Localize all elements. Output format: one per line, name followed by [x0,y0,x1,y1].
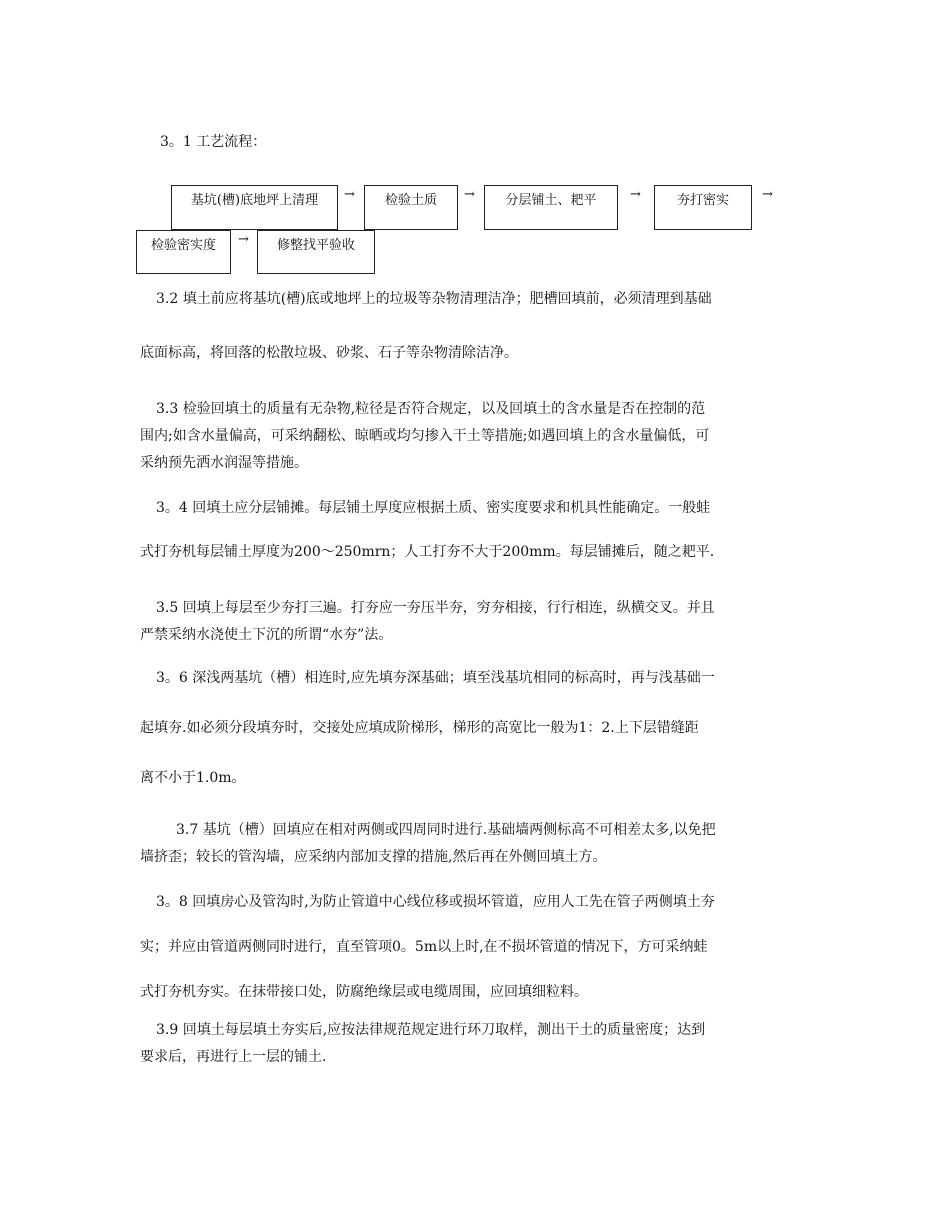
flow-step-inspect-soil: 检验土质 [364,185,458,230]
paragraph-3-9: 3.9 回填土每层填土夯实后,应按法律规范规定进行环刀取样，测出干土的质量密度；达到 要求后，再进行上一层的铺土. [140,1022,706,1065]
flow-arrow: → [630,187,641,202]
flow-arrow: → [762,187,773,202]
flow-arrow: → [344,187,355,202]
flow-arrow: → [238,232,249,247]
flow-step-layer-spread: 分层铺土、耙平 [484,185,618,230]
flow-step-compact: 夯打密实 [654,185,752,230]
flow-step-clean-pit: 基坑(槽)底地坪上清理 [171,185,338,230]
flow-step-density-test: 检验密实度 [136,230,231,274]
paragraph-3-7: 3.7 基坑（槽）回填应在相对两侧或四周同时进行.基础墙两侧标高不可相差太多,以免把 墙挤歪；较长的管沟墙，应采纳内部加支撑的措施,然后再在外侧回填土方。 [140,822,716,865]
section-heading: 3。1 工艺流程： [160,134,267,150]
flow-arrow: → [464,187,475,202]
paragraph-3-3: 3.3 检验回填土的质量有无杂物,粒径是否符合规定，以及回填土的含水量是否在控制的范 围内;如含水量偏高，可采纳翻松、晾晒或均匀掺入干土等措施;如遇回填上的含水量偏低，可 采纳预先洒水润湿等措施。 [140,401,710,471]
document-page: 3。1 工艺流程： 基坑(槽)底地坪上清理 → 检验土质 → 分层铺土、耙平 → 夯打密实 → 检验密实度 → 修整找平验收 3.2 填土前应将基坑(槽)底或地坪上的垃圾等杂物清理洁净；肥槽回填前，必须清理到基础 底面标高，将回落的松散垃圾、砂浆、石子等杂物清除洁净。 3.3 检验回填土的质量有无杂物,粒径是否符合规定，以及回填土的含水量是否在控制的范 围内;如含水量偏高，可采纳翻松、晾晒或均匀掺入干土等措施;如遇回填上的含水量偏低，可 采纳预先洒水润湿等措施。 3。4 回填土应分层铺摊。每层铺土厚度应根据土质、密实度要求和机具性能确定。一般蛙 式打夯机每层铺土厚度为200～250mrn；人工打夯不大于200mm。每层铺摊后，随之耙平. 3.5 回填上每层至少夯打三遍。打夯应一夯压半夯，穷夯相接，行行相连，纵横交叉。并且 严禁采纳水浇使土下沉的所谓“水夯”法。 3。6 深浅两基坑（槽）相连时,应先填夯深基础；填至浅基坑相同的标高时，再与浅基础一 起填夯.如必须分段填夯时，交接处应填成阶梯形，梯形的高宽比一般为1：2.上下层错缝距 离不小于1.0m。 3.7 基坑（槽）回填应在相对两侧或四周同时进行.基础墙两侧标高不可相差太多,以免把 墙挤歪；较长的管沟墙，应采纳内部加支撑的措施,然后再在外侧回填土方。 3。8 回填房心及管沟时,为防止管道中心线位移或损坏管道，应用人工先在管子两侧填土夯 实；并应由管道两侧同时进行，直至管项0。5m以上时,在不损坏管道的情况下，方可采纳蛙 式打夯机夯实。在抹带接口处，防腐绝缘层或电缆周围，应回填细粒料。 3.9 回填土每层填土夯实后,应按法律规范规定进行环刀取样，测出干土的质量密度；达到 要求后，再进行上一层的铺土. [0,0,950,1230]
flow-step-level-accept: 修整找平验收 [257,230,375,274]
paragraph-3-5: 3.5 回填上每层至少夯打三遍。打夯应一夯压半夯，穷夯相接，行行相连，纵横交叉。并且 严禁采纳水浇使土下沉的所谓“水夯”法。 [140,600,715,643]
